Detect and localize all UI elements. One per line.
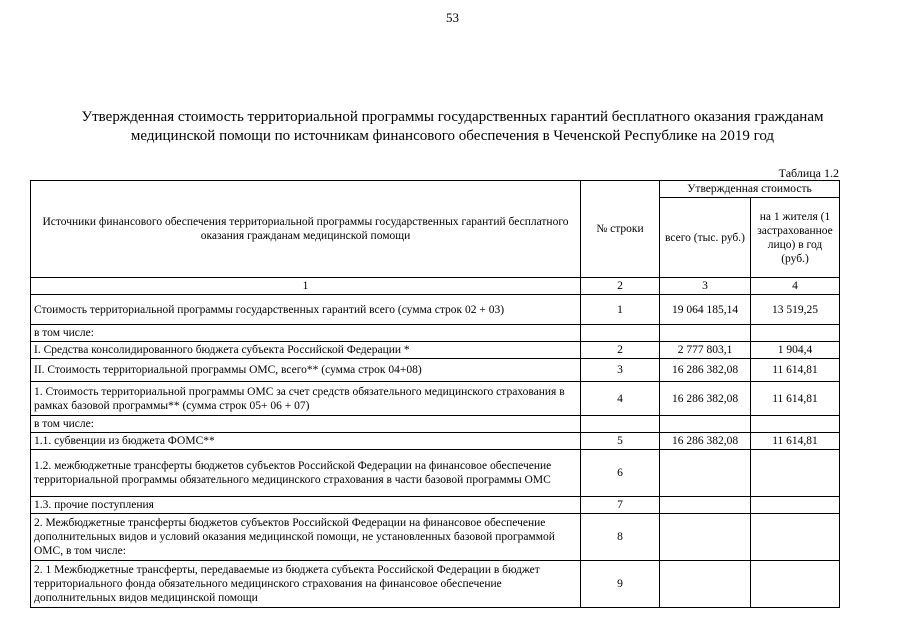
column-number: 4 [751, 278, 840, 295]
table-row [31, 561, 840, 608]
row-label: в том числе: [31, 416, 581, 433]
row-label: 1.3. прочие поступления [31, 497, 581, 514]
row-label: Стоимость территориальной программы государственных гарантий всего (сумма строк 02 + 03) [31, 295, 581, 325]
row-per-resident [751, 497, 840, 514]
row-number: 7 [581, 497, 660, 514]
row-per-resident: 11 614,81 [751, 433, 840, 450]
column-number: 2 [581, 278, 660, 295]
row-total: 16 286 382,08 [660, 382, 751, 416]
cost-table [30, 180, 840, 608]
row-total: 19 064 185,14 [660, 295, 751, 325]
row-total: 2 777 803,1 [660, 342, 751, 359]
row-number [581, 416, 660, 433]
table-row [31, 295, 840, 325]
row-per-resident: 11 614,81 [751, 382, 840, 416]
row-label: 2. Межбюджетные трансферты бюджетов субъектов Российской Федерации на финансовое обеспечение дополнительных видов и условий оказания медицинской помощи, не установленных базовой программой ОМС, в том числе: [31, 514, 581, 561]
table-row [31, 382, 840, 416]
row-total [660, 325, 751, 342]
title-line-1: Утвержденная стоимость территориальной программы государственных гарантий бесплатного оказания гражданам [81, 109, 824, 125]
row-label: в том числе: [31, 325, 581, 342]
row-per-resident [751, 325, 840, 342]
row-number: 5 [581, 433, 660, 450]
row-per-resident: 11 614,81 [751, 359, 840, 382]
row-number: 1 [581, 295, 660, 325]
column-number-row [31, 278, 840, 295]
header-approved-cost: Утвержденная стоимость [660, 181, 840, 198]
table-row [31, 433, 840, 450]
row-label: 1.1. субвенции из бюджета ФОМС** [31, 433, 581, 450]
row-number: 8 [581, 514, 660, 561]
header-row-no: № строки [581, 181, 660, 278]
row-total [660, 416, 751, 433]
row-total [660, 514, 751, 561]
row-number: 4 [581, 382, 660, 416]
row-label: 1.2. межбюджетные трансферты бюджетов субъектов Российской Федерации на финансовое обеспечение территориальной программы обязательного медицинского страхования в части базовой программы ОМС [31, 450, 581, 497]
document-title [40, 108, 865, 146]
page-number: 53 [446, 10, 459, 25]
table-row [31, 342, 840, 359]
table-row [31, 416, 840, 433]
column-number: 1 [31, 278, 581, 295]
row-number: 9 [581, 561, 660, 608]
row-number: 6 [581, 450, 660, 497]
table-row [31, 450, 840, 497]
row-total [660, 450, 751, 497]
header-total: всего (тыс. руб.) [660, 198, 751, 278]
row-total: 16 286 382,08 [660, 359, 751, 382]
header-sources: Источники финансового обеспечения территориальной программы государственных гарантий бесплатного оказания гражданам медицинской помощи [31, 181, 581, 278]
row-total [660, 561, 751, 608]
row-per-resident: 1 904,4 [751, 342, 840, 359]
table-label: Таблица 1.2 [778, 166, 839, 180]
row-per-resident [751, 561, 840, 608]
row-label: 1. Стоимость территориальной программы ОМС за счет средств обязательного медицинского страхования в рамках базовой программы** (сумма строк 05+ 06 + 07) [31, 382, 581, 416]
row-total [660, 497, 751, 514]
row-number: 3 [581, 359, 660, 382]
table-row [31, 514, 840, 561]
table-row [31, 497, 840, 514]
row-per-resident [751, 416, 840, 433]
row-per-resident: 13 519,25 [751, 295, 840, 325]
title-line-2: медицинской помощи по источникам финансового обеспечения в Чеченской Республике на 2019 год [130, 128, 775, 144]
row-label: 2. 1 Межбюджетные трансферты, передаваемые из бюджета субъекта Российской Федерации в бюджет территориального фонда обязательного медицинского страхования на финансовое обеспечение дополнительных видов медицинской помощи [31, 561, 581, 608]
row-label: I. Средства консолидированного бюджета субъекта Российской Федерации * [31, 342, 581, 359]
header-per-resident: на 1 жителя (1 застрахованное лицо) в год (руб.) [751, 198, 840, 278]
row-number [581, 325, 660, 342]
row-label: II. Стоимость территориальной программы ОМС, всего** (сумма строк 04+08) [31, 359, 581, 382]
row-total: 16 286 382,08 [660, 433, 751, 450]
table-row [31, 359, 840, 382]
row-number: 2 [581, 342, 660, 359]
column-number: 3 [660, 278, 751, 295]
table-row [31, 325, 840, 342]
row-per-resident [751, 450, 840, 497]
row-per-resident [751, 514, 840, 561]
